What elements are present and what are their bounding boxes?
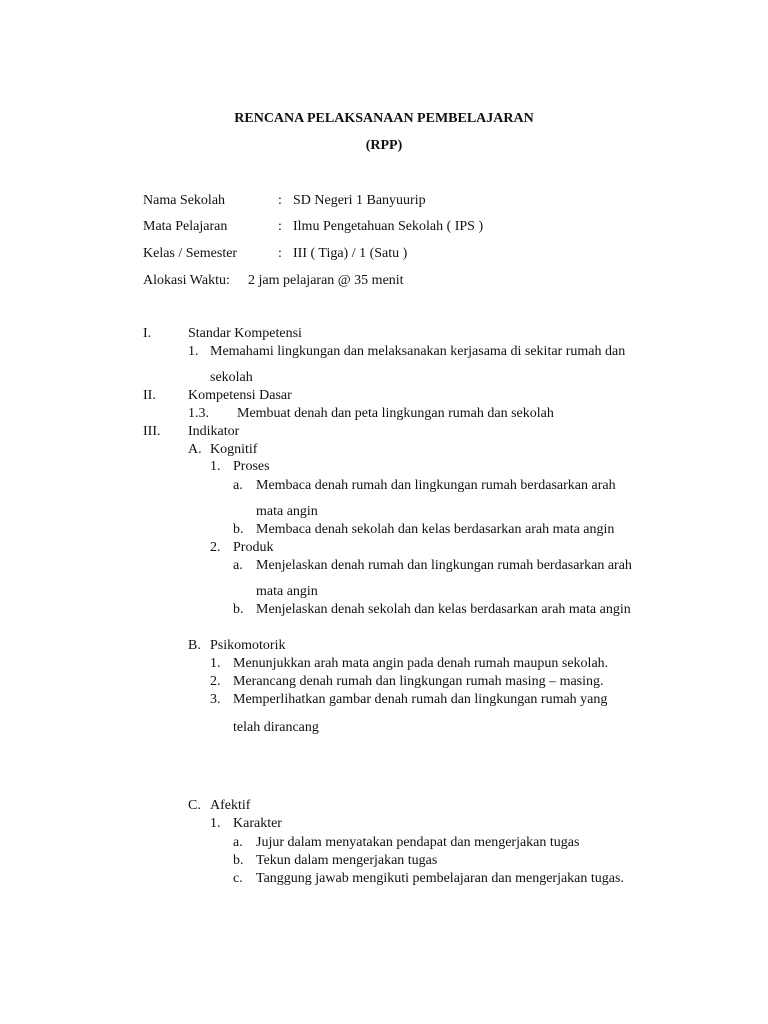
subsection-letter: C. — [188, 798, 201, 813]
list-number: 2. — [210, 674, 221, 689]
item-text: Memahami lingkungan dan melaksanakan kerjasama di sekitar rumah dan — [210, 344, 626, 359]
list-item-text-continued: telah dirancang — [233, 720, 319, 735]
document-title: RENCANA PELAKSANAAN PEMBELAJARAN — [234, 111, 534, 126]
list-letter: b. — [233, 853, 244, 868]
alokasi-label: Alokasi Waktu: — [143, 273, 230, 288]
list-item-text: Memperlihatkan gambar denah rumah dan lingkungan rumah yang — [233, 692, 608, 707]
section-title: Indikator — [188, 424, 240, 439]
subsection-title: Psikomotorik — [210, 638, 286, 653]
list-item-text-continued: mata angin — [256, 584, 318, 599]
list-title: Karakter — [233, 816, 282, 831]
list-title: Proses — [233, 459, 270, 474]
list-letter: a. — [233, 478, 243, 493]
alokasi-value: 2 jam pelajaran @ 35 menit — [248, 273, 404, 288]
list-number: 3. — [210, 692, 221, 707]
identity-separator: : — [278, 193, 282, 208]
identity-label: Kelas / Semester — [143, 246, 238, 261]
list-item-text: Membaca denah rumah dan lingkungan rumah berdasarkan arah — [256, 478, 616, 493]
list-letter: c. — [233, 871, 243, 886]
section-title: Standar Kompetensi — [188, 326, 302, 341]
identity-value: SD Negeri 1 Banyuurip — [293, 193, 426, 208]
subsection-title: Kognitif — [210, 442, 258, 457]
identity-value: Ilmu Pengetahuan Sekolah ( IPS ) — [293, 219, 484, 234]
list-letter: a. — [233, 558, 243, 573]
list-item-text: Merancang denah rumah dan lingkungan rumah masing – masing. — [233, 674, 604, 689]
section-number: III. — [143, 424, 161, 439]
section-number: II. — [143, 388, 156, 403]
document-subtitle: (RPP) — [365, 138, 403, 153]
list-number: 2. — [210, 540, 221, 555]
list-item-text: Jujur dalam menyatakan pendapat dan mengerjakan tugas — [256, 835, 580, 850]
list-item-text: Menjelaskan denah rumah dan lingkungan rumah berdasarkan arah — [256, 558, 632, 573]
identity-separator: : — [278, 246, 282, 261]
list-letter: a. — [233, 835, 243, 850]
list-title: Produk — [233, 540, 274, 555]
subsection-title: Afektif — [210, 798, 251, 813]
list-item-text: Tekun dalam mengerjakan tugas — [256, 853, 438, 868]
subsection-letter: B. — [188, 638, 201, 653]
section-title: Kompetensi Dasar — [188, 388, 292, 403]
identity-separator: : — [278, 219, 282, 234]
identity-label: Nama Sekolah — [143, 193, 226, 208]
list-item-text: Menunjukkan arah mata angin pada denah rumah maupun sekolah. — [233, 656, 609, 671]
item-text-continued: sekolah — [210, 370, 253, 385]
list-number: 1. — [210, 816, 221, 831]
list-item-text: Membaca denah sekolah dan kelas berdasarkan arah mata angin — [256, 522, 615, 537]
section-number: I. — [143, 326, 152, 341]
list-number: 1. — [210, 459, 221, 474]
list-letter: b. — [233, 522, 244, 537]
item-number: 1.3. — [188, 406, 209, 421]
item-number: 1. — [188, 344, 199, 359]
identity-value: III ( Tiga) / 1 (Satu ) — [293, 246, 408, 261]
list-item-text-continued: mata angin — [256, 504, 318, 519]
item-text: Membuat denah dan peta lingkungan rumah dan sekolah — [237, 406, 554, 421]
list-item-text: Menjelaskan denah sekolah dan kelas berdasarkan arah mata angin — [256, 602, 631, 617]
list-letter: b. — [233, 602, 244, 617]
subsection-letter: A. — [188, 442, 202, 457]
identity-label: Mata Pelajaran — [143, 219, 228, 234]
list-number: 1. — [210, 656, 221, 671]
list-item-text: Tanggung jawab mengikuti pembelajaran dan mengerjakan tugas. — [256, 871, 624, 886]
